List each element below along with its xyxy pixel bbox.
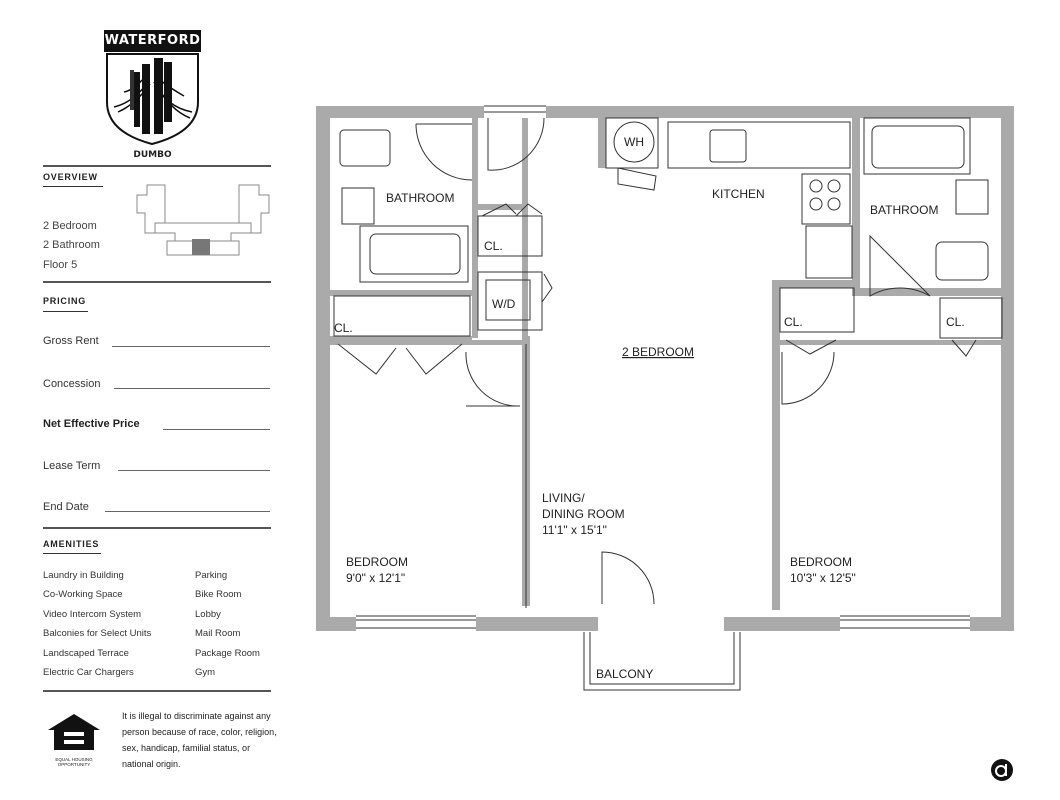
pricing-title: PRICING [43, 296, 87, 306]
gross-rent-label: Gross Rent [43, 335, 99, 347]
bridge-crest-icon [104, 52, 201, 147]
net-effective-label: Net Effective Price [43, 418, 140, 430]
bathroom-1-label: BATHROOM [386, 191, 455, 205]
washer-dryer-label: W/D [492, 297, 516, 311]
pricing-underline [43, 311, 88, 312]
bedroom-2-label: BEDROOM [790, 555, 853, 569]
overview-floor: Floor 5 [43, 259, 78, 271]
overview-title: OVERVIEW [43, 172, 98, 182]
overview-underline [43, 186, 103, 187]
amenities-title: AMENITIES [43, 539, 100, 549]
net-effective-line [163, 429, 270, 430]
bedroom-1-dimensions: 9'0" x 12'1" [346, 571, 406, 585]
amenity-item: Landscaped Terrace [43, 648, 129, 659]
amenity-item: Balconies for Select Units [43, 628, 152, 639]
living-label-2: DINING ROOM [542, 507, 625, 521]
unit-label: 2 BEDROOM [622, 345, 695, 359]
amenity-item: Mail Room [195, 628, 241, 639]
closet-label: CL. [334, 321, 353, 335]
sidebar [0, 0, 290, 800]
amenity-item: Electric Car Chargers [43, 667, 134, 678]
gross-rent-line [112, 346, 270, 347]
end-date-line [105, 511, 270, 512]
end-date-label: End Date [43, 501, 89, 513]
brand-sub: DUMBO [133, 150, 172, 160]
concession-line [114, 388, 270, 389]
brand-name: WATERFORD [104, 30, 201, 52]
overview-bathrooms: 2 Bathroom [43, 239, 100, 251]
lease-term-label: Lease Term [43, 460, 101, 472]
amenity-item: Laundry in Building [43, 570, 124, 581]
divider [43, 527, 271, 529]
living-dimensions: 11'1" x 15'1" [542, 523, 607, 537]
amenity-item: Co-Working Space [43, 589, 123, 600]
closet-label: CL. [946, 315, 965, 329]
equal-housing-logo [44, 712, 104, 767]
overview-bedrooms: 2 Bedroom [43, 220, 97, 232]
floor-keyplan [135, 183, 271, 258]
equal-housing-icon [44, 712, 104, 752]
closet-label: CL. [484, 239, 503, 253]
amenity-item: Bike Room [195, 589, 242, 600]
amenity-item: Package Room [195, 648, 260, 659]
amenity-item: Gym [195, 667, 216, 678]
divider [43, 690, 271, 692]
bathroom-2-label: BATHROOM [870, 203, 939, 217]
bedroom-1-label: BEDROOM [346, 555, 409, 569]
floor-plan [316, 104, 1016, 694]
amenity-item: Video Intercom System [43, 609, 142, 620]
bedroom-2-dimensions: 10'3" x 12'5" [790, 571, 856, 585]
water-heater-label: WH [624, 135, 644, 149]
divider [43, 165, 271, 167]
balcony-label: BALCONY [596, 667, 654, 681]
fair-housing-disclaimer: It is illegal to discriminate against any person because of race, color, religion, sex, handicap, familial status, or national origin. [122, 711, 277, 769]
waterford-logo [104, 30, 201, 160]
equal-housing-caption: EQUAL HOUSING OPPORTUNITY [55, 757, 93, 767]
concession-label: Concession [43, 378, 101, 390]
living-label: LIVING/ [542, 491, 585, 505]
amenity-item: Lobby [195, 609, 221, 620]
amenity-item: Parking [195, 570, 228, 581]
closet-label: CL. [784, 315, 803, 329]
brand-mark-icon [990, 758, 1014, 782]
kitchen-label: KITCHEN [712, 187, 765, 201]
divider [43, 281, 271, 283]
lease-term-line [118, 470, 270, 471]
amenities-underline [43, 553, 101, 554]
